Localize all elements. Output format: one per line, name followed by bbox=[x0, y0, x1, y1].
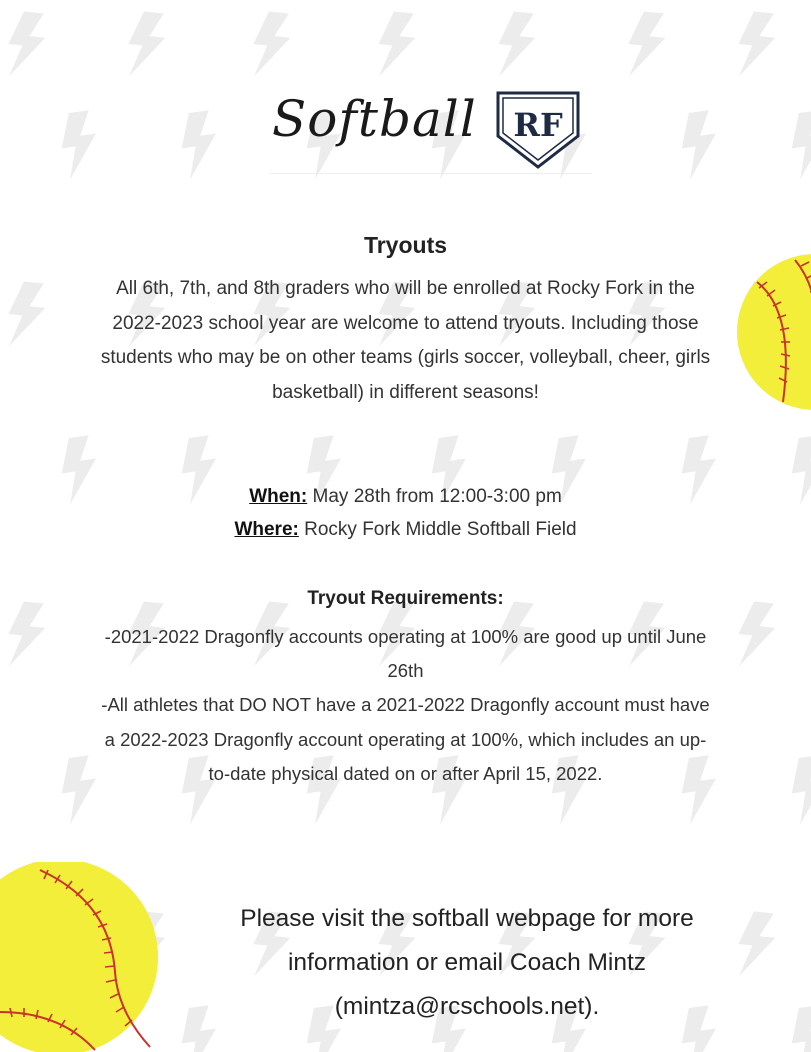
requirements-heading: Tryout Requirements: bbox=[307, 588, 504, 609]
logo-text: RF bbox=[513, 106, 563, 144]
rocky-fork-logo bbox=[494, 90, 582, 170]
where-label: Where: bbox=[234, 519, 299, 540]
requirement-item: -2021-2022 Dragonfly accounts operating at 100% are good up until June 26th bbox=[104, 626, 707, 682]
requirement-item: -All athletes that DO NOT have a 2021-2022 Dragonfly account must have a 2022-2023 Dragonfly account operating at 100%, which includes an up-to-date physical dated on or after April 15, 2022. bbox=[101, 694, 710, 784]
when-label: When: bbox=[249, 486, 308, 507]
divider bbox=[270, 173, 592, 174]
tryouts-intro bbox=[100, 272, 711, 410]
header bbox=[270, 88, 600, 180]
when-value: May 28th from 12:00-3:00 pm bbox=[312, 486, 562, 507]
when-line bbox=[0, 480, 811, 513]
where-line bbox=[0, 513, 811, 546]
tryouts-heading: Tryouts bbox=[363, 232, 448, 258]
page-title: Softball bbox=[272, 90, 477, 148]
contact-note: Please visit the softball webpage for more information or email Coach Mintz (mintza@rcschools.net). bbox=[240, 905, 694, 1020]
requirements-list bbox=[100, 620, 711, 791]
intro-text: All 6th, 7th, and 8th graders who will be enrolled at Rocky Fork in the 2022-2023 school year are welcome to attend tryouts. Including those students who may be on other teams (girls soccer, volleyball, cheer, girls basketball) in different seasons! bbox=[100, 278, 711, 403]
where-value: Rocky Fork Middle Softball Field bbox=[304, 519, 577, 540]
